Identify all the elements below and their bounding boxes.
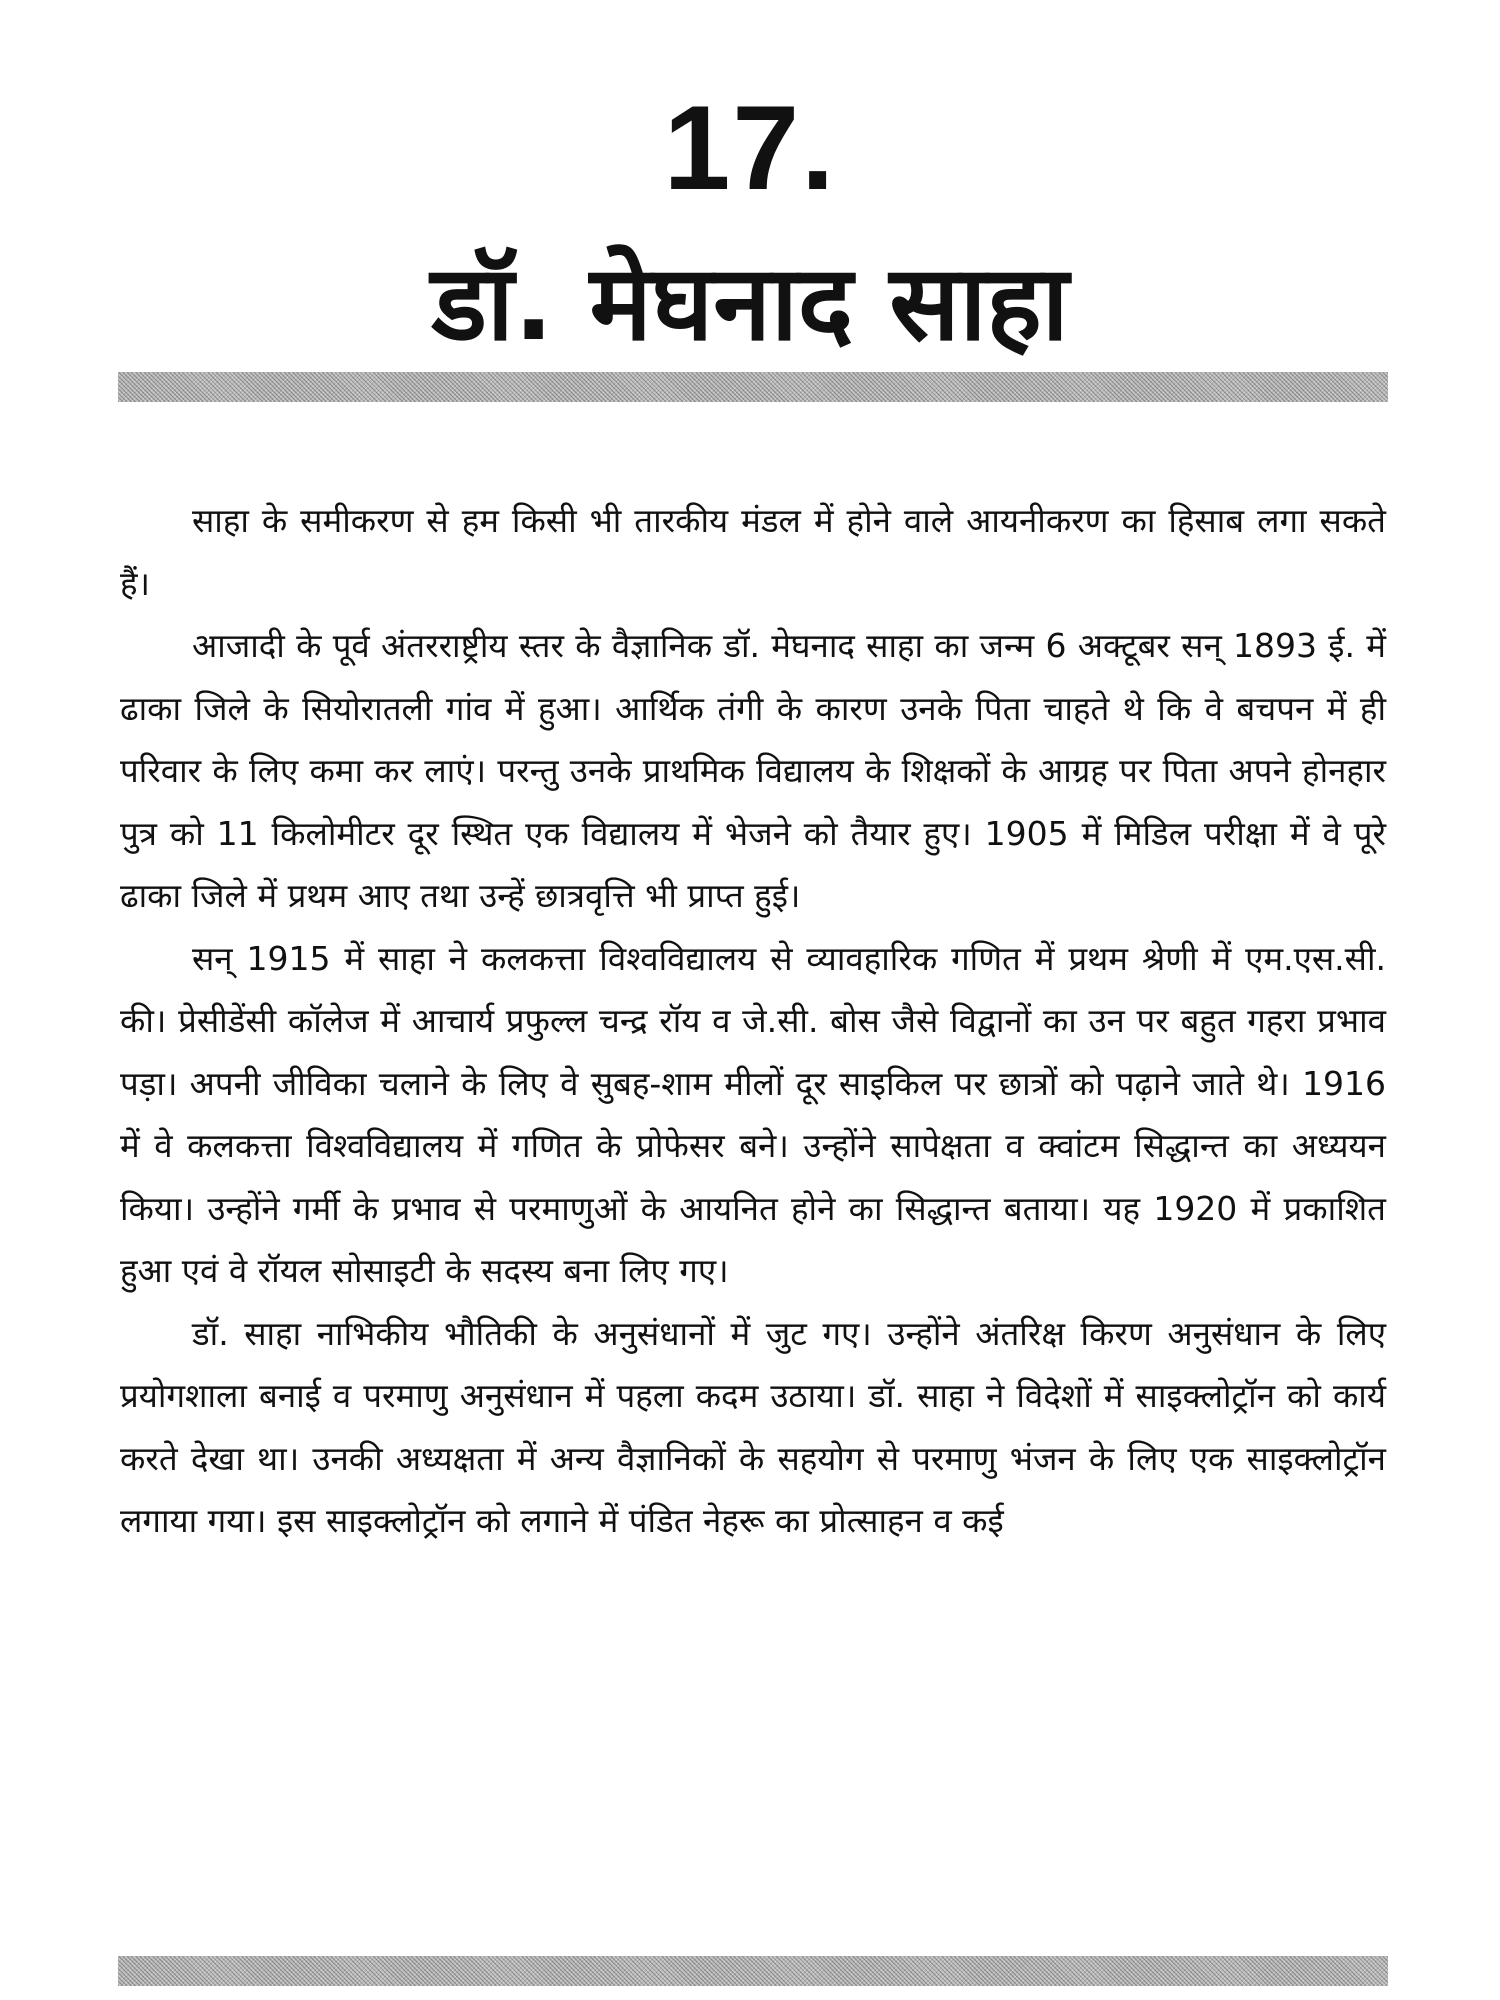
- bottom-divider-rule: [118, 1956, 1388, 1986]
- paragraph-3: सन् 1915 में साहा ने कलकत्ता विश्वविद्यालय से व्यावहारिक गणित में प्रथम श्रेणी में एम.एस.सी. की। प्रेसीडेंसी कॉलेज में आचार्य प्रफुल्ल चन्द्र रॉय व जे.सी. बोस जैसे विद्वानों का उन पर बहुत गहरा प्रभाव पड़ा। अपनी जीविका चलाने के लिए वे सुबह-शाम मीलों दूर साइकिल पर छात्रों को पढ़ाने जाते थे। 1916 में वे कलकत्ता विश्वविद्यालय में गणित के प्रोफेसर बने। उन्होंने सापेक्षता व क्वांटम सिद्धान्त का अध्ययन किया। उन्होंने गर्मी के प्रभाव से परमाणुओं के आयनित होने का सिद्धान्त बताया। यह 1920 में प्रकाशित हुआ एवं वे रॉयल सोसाइटी के सदस्य बना लिए गए।: [120, 938, 1386, 1290]
- paragraph-1: साहा के समीकरण से हम किसी भी तारकीय मंडल में होने वाले आयनीकरण का हिसाब लगा सकते हैं।: [120, 501, 1386, 603]
- paragraph-4: डॉ. साहा नाभिकीय भौतिकी के अनुसंधानों में जुट गए। उन्होंने अंतरिक्ष किरण अनुसंधान के लिए प्रयोगशाला बनाई व परमाणु अनुसंधान में पहला कदम उठाया। डॉ. साहा ने विदेशों में साइक्लोट्रॉन को कार्य करते देखा था। उनकी अध्यक्षता में अन्य वैज्ञानिकों के सहयोग से परमाणु भंजन के लिए एक साइक्लोट्रॉन लगाया गया। इस साइक्लोट्रॉन को लगाने में पंडित नेहरू का प्रोत्साहन व कई: [120, 1313, 1386, 1540]
- top-divider-rule: [118, 372, 1388, 402]
- paragraph-2: आजादी के पूर्व अंतरराष्ट्रीय स्तर के वैज्ञानिक डॉ. मेघनाद साहा का जन्म 6 अक्टूबर सन् 1893 ई. में ढाका जिले के सियोरातली गांव में हुआ। आर्थिक तंगी के कारण उनके पिता चाहते थे कि वे बचपन में ही परिवार के लिए कमा कर लाएं। परन्तु उनके प्राथमिक विद्यालय के शिक्षकों के आग्रह पर पिता अपने होनहार पुत्र को 11 किलोमीटर दूर स्थित एक विद्यालय में भेजने को तैयार हुए। 1905 में मिडिल परीक्षा में वे पूरे ढाका जिले में प्रथम आए तथा उन्हें छात्रवृत्ति भी प्राप्त हुई।: [120, 626, 1386, 915]
- body-text: [120, 490, 1386, 1553]
- chapter-title: डॉ. मेघनाद साहा: [431, 242, 1069, 364]
- chapter-number: 17.: [663, 81, 837, 215]
